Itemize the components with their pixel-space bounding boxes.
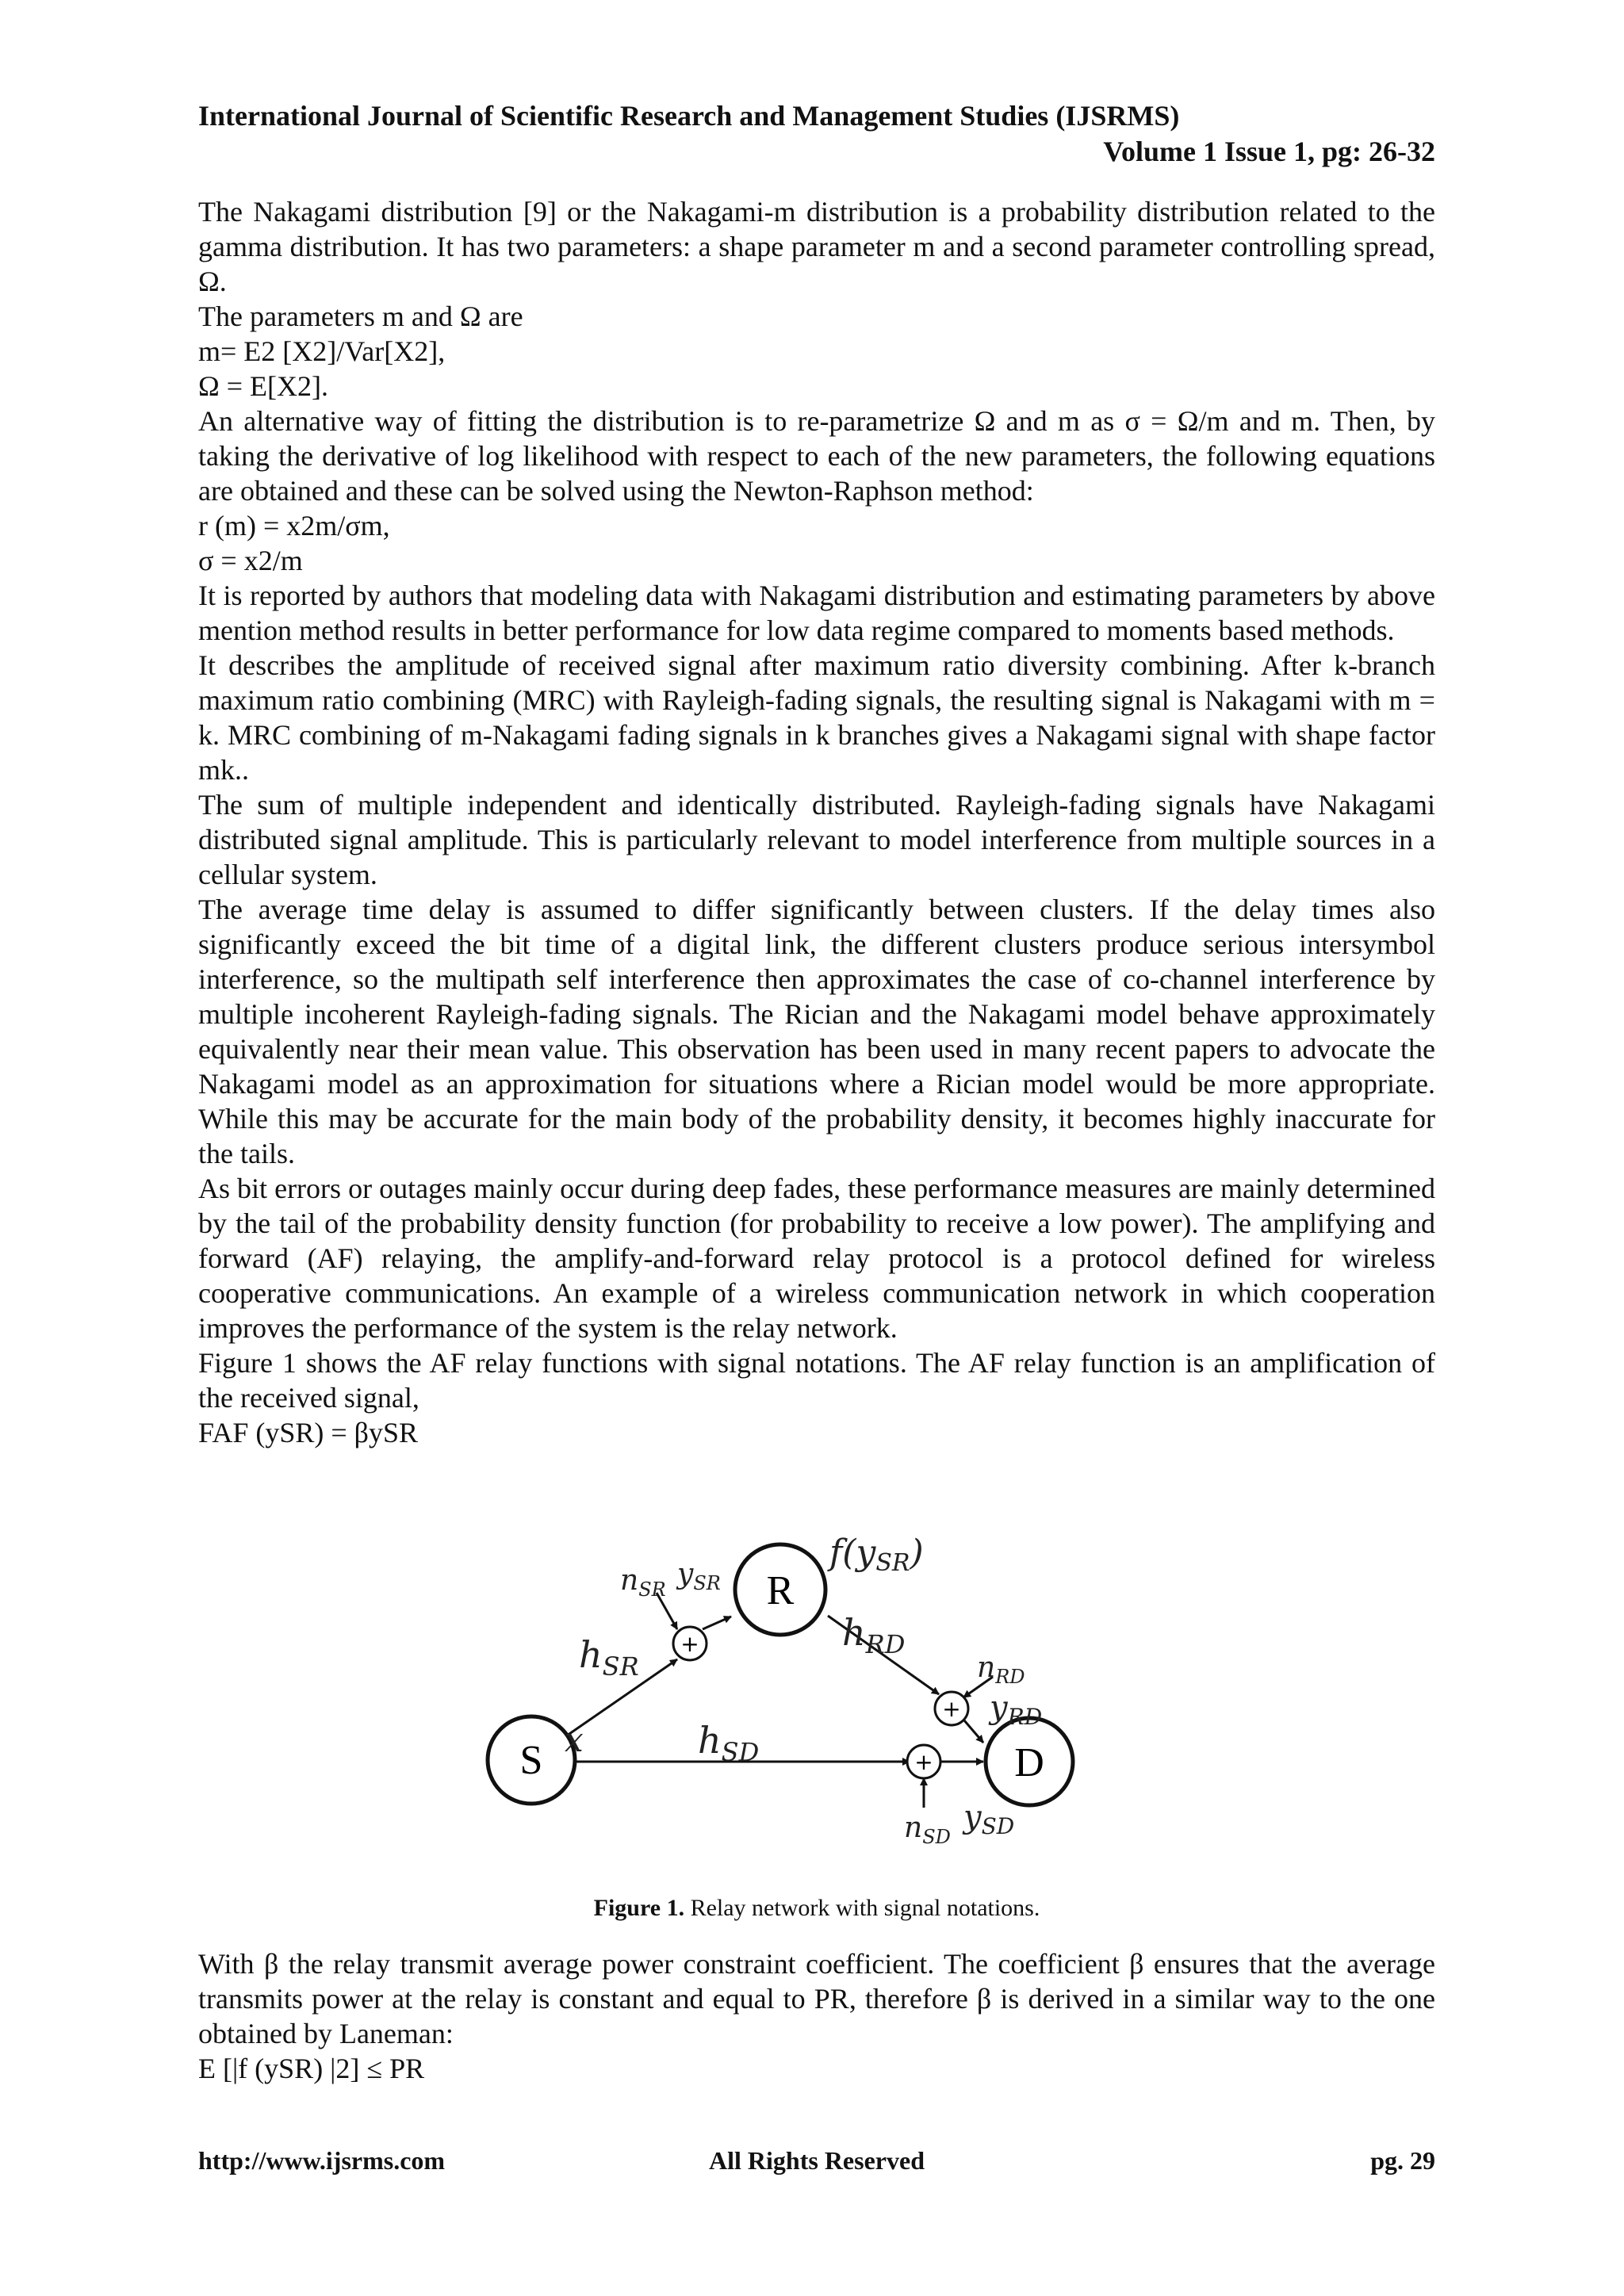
equation: E [|f (ySR) |2] ≤ PR — [198, 2053, 425, 2084]
label-y-sd: $y_{SD}$ — [963, 1799, 1015, 1839]
adder-sr-symbol: + — [680, 1631, 699, 1657]
destination-label: D — [1014, 1740, 1044, 1785]
label-n-rd: $n_{RD}$ — [977, 1651, 1025, 1688]
equation: σ = x2/m — [198, 545, 303, 576]
footer-url: http://www.ijsrms.com — [198, 2146, 446, 2175]
paragraph: The Nakagami distribution [9] or the Nakagami-m distribution is a probability distribution related to the gamma distribution. It has two parameters: a shape parameter m and a second parameter controlling spread, Ω. — [198, 196, 1435, 297]
link-adder-sr-to-r — [703, 1617, 731, 1629]
link-adder-rd-to-d — [964, 1720, 983, 1743]
label-y-sr: $y_{SR}$ — [677, 1558, 721, 1594]
adder-sd-symbol: + — [914, 1749, 933, 1775]
figure-caption-label: Figure 1. — [593, 1895, 685, 1921]
label-h-sd: $h_{SD}$ — [698, 1719, 760, 1767]
label-f-ysr: f(ySR) — [829, 1533, 924, 1577]
paragraph: The parameters m and Ω are — [198, 300, 523, 332]
paragraph: The sum of multiple independent and identically distributed. Rayleigh-fading signals have Nakagami distributed signal amplitude. This is particularly relevant to model interference from multiple sources in a cellular system. — [198, 789, 1435, 890]
label-y-rd: $y_{RD}$ — [990, 1689, 1043, 1730]
relay-label: R — [766, 1568, 795, 1613]
equation: m= E2 [X2]/Var[X2], — [198, 335, 446, 367]
body-text-continued — [198, 1946, 1435, 2086]
figure-caption-text: Relay network with signal notations. — [684, 1895, 1040, 1921]
body-text — [198, 194, 1435, 1450]
equation: r (m) = x2m/σm, — [198, 510, 390, 541]
paragraph: It describes the amplitude of received signal after maximum ratio diversity combining. After k-branch maximum ratio combining (MRC) with Rayleigh-fading signals, the resulting signal is Nakagami with m = k. MRC combining of m-Nakagami fading signals in k branches gives a Nakagami signal with shape factor mk.. — [198, 649, 1435, 786]
figure-caption — [198, 1895, 1435, 1922]
label-h-sr: $h_{SR}$ — [579, 1633, 639, 1682]
paragraph: As bit errors or outages mainly occur during deep fades, these performance measures are mainly determined by the tail of the probability density function (for probability to receive a low power). The amplifying and forward (AF) relaying, the amplify-and-forward relay protocol is a protocol defined for wireless cooperative communications. An example of a wireless communication network in which cooperation improves the performance of the system is the relay network. — [198, 1173, 1435, 1344]
footer-rights: All Rights Reserved — [709, 2146, 925, 2175]
relay-network-diagram — [468, 1518, 1166, 1867]
label-x: x — [565, 1720, 584, 1759]
label-n-sd: $n_{SD}$ — [904, 1812, 951, 1848]
paragraph: The average time delay is assumed to differ significantly between clusters. If the delay times also significantly exceed the bit time of a digital link, the different clusters produce serious intersymbol interference, so the multipath self interference then approximates the case of co-channel interference by multiple incoherent Rayleigh-fading signals. The Rician and the Nakagami model behave approximately equivalently near their mean value. This observation has been used in many recent papers to advocate the Nakagami model as an approximation for situations where a Rician model would be more appropriate. While this may be accurate for the main body of the probability density, it becomes highly inaccurate for the tails. — [198, 894, 1435, 1169]
paragraph: Figure 1 shows the AF relay functions with signal notations. The AF relay function is an amplification of the received signal, — [198, 1347, 1435, 1414]
adder-rd-symbol: + — [942, 1696, 961, 1722]
paragraph: An alternative way of fitting the distribution is to re-parametrize Ω and m as σ = Ω/m and m. Then, by taking the derivative of log likelihood with respect to each of the new parameters, the following equations are obtained and these can be solved using the Newton-Raphson method: — [198, 405, 1435, 507]
relay-network-figure — [468, 1518, 1166, 1867]
volume-info: Volume 1 Issue 1, pg: 26-32 — [1103, 136, 1435, 167]
journal-title: International Journal of Scientific Research and Management Studies (IJSRMS) — [198, 100, 1180, 132]
label-n-sr: $n_{SR}$ — [620, 1564, 666, 1601]
equation: Ω = E[X2]. — [198, 370, 329, 402]
paragraph: With β the relay transmit average power constraint coefficient. The coefficient β ensures that the average transmits power at the relay is constant and equal to PR, therefore β is derived in a similar way to the one obtained by Laneman: — [198, 1948, 1435, 2049]
paragraph: It is reported by authors that modeling data with Nakagami distribution and estimating parameters by above mention method results in better performance for low data regime compared to moments based methods. — [198, 580, 1435, 646]
source-label: S — [519, 1738, 543, 1783]
footer-page-number: pg. 29 — [1370, 2146, 1435, 2175]
label-h-rd: $h_{RD}$ — [842, 1611, 906, 1659]
equation: FAF (ySR) = βySR — [198, 1417, 419, 1448]
